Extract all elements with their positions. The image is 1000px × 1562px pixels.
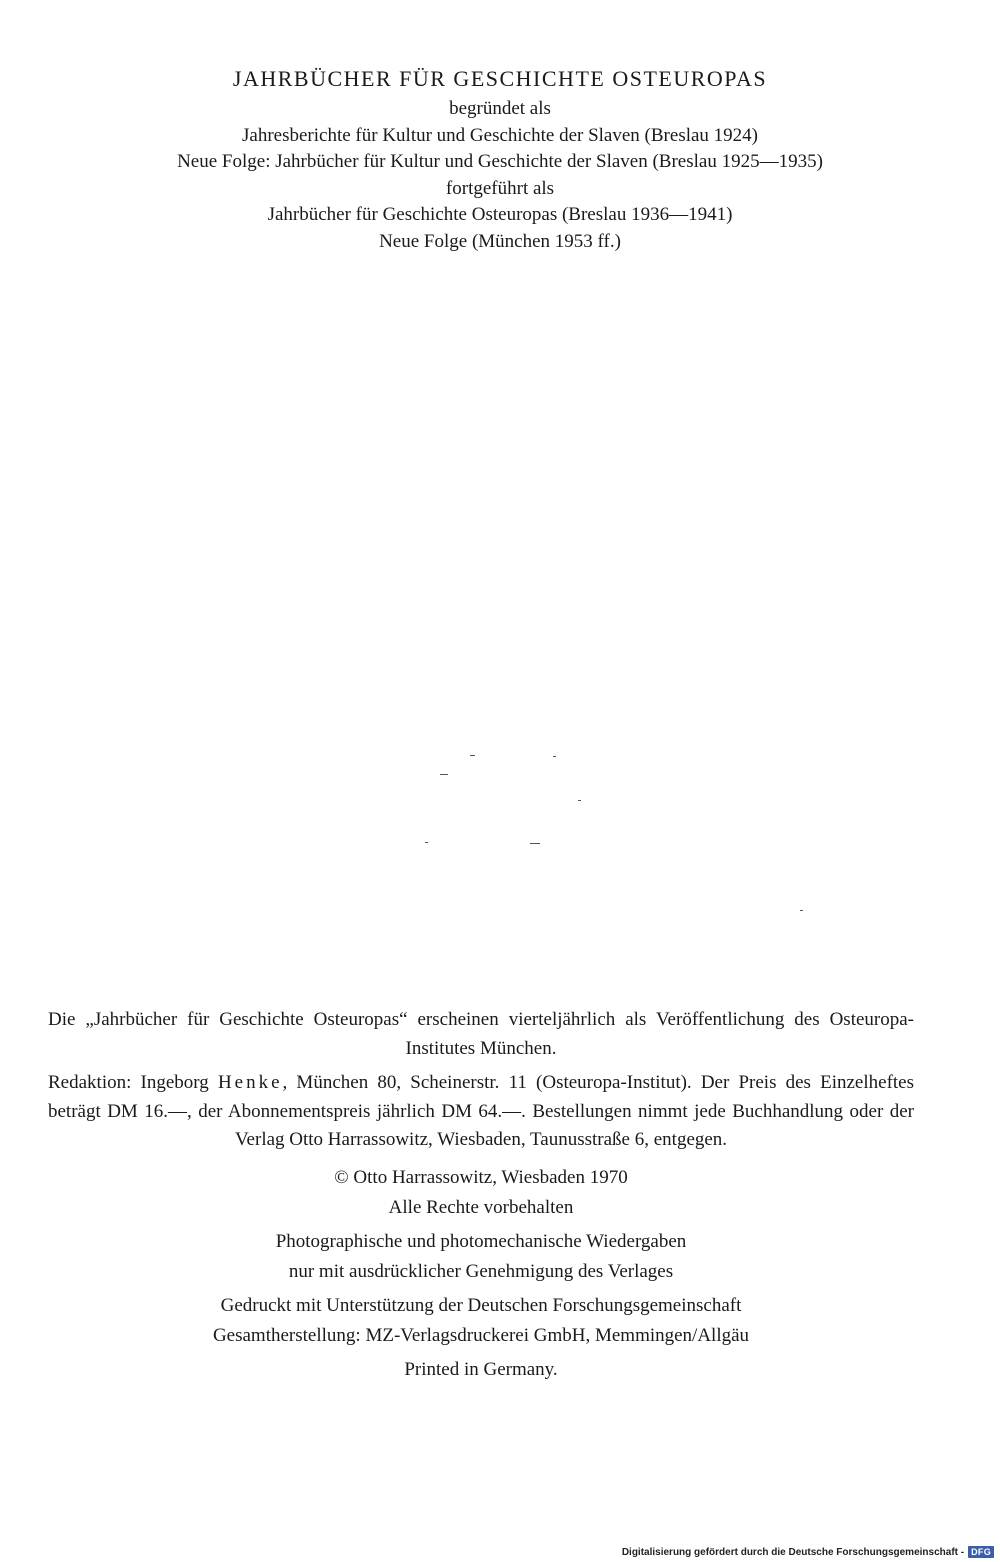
scan-speck: [470, 755, 475, 756]
digitization-note: Digitalisierung gefördert durch die Deutsche Forschungsgemeinschaft -: [621, 1546, 965, 1558]
scan-speck: [578, 800, 581, 801]
scan-speck: [800, 910, 803, 911]
history-line-founded: begründet als: [449, 98, 551, 119]
dfg-logo-icon: DFG: [968, 1546, 994, 1558]
publication-note: Die „Jahrbücher für Geschichte Osteuropas“ erscheinen vierteljährlich als Veröffentlichung des Osteuropa-Institutes München.: [48, 1009, 914, 1059]
scan-speck: [440, 774, 448, 775]
scan-speck: [530, 843, 540, 844]
production-line: Gesamtherstellung: MZ-Verlagsdruckerei GmbH, Memmingen/Allgäu: [212, 1324, 750, 1346]
imprint-block: [48, 1006, 914, 1385]
editorial-rest: , München 80, Scheinerstr. 11 (Osteuropa-Institut). Der Preis des Einzelheftes beträgt DM 16.—, der Abonnementspreis jährlich DM 64.—. Bestellungen nimmt jede Buchhandlung oder der Verlag Otto Harrassowitz, Wiesbaden, Taunusstraße 6, entgegen.: [48, 1072, 915, 1150]
series-title: JAHRBÜCHER FÜR GESCHICHTE OSTEUROPAS: [232, 66, 768, 91]
reproduction-line-1: Photographische und photomechanische Wiedergaben: [275, 1230, 687, 1252]
history-line-continued: fortgeführt als: [445, 177, 555, 199]
rights-block: [48, 1163, 914, 1385]
editor-surname: Henke: [217, 1072, 283, 1093]
title-block: [0, 64, 1000, 255]
reproduction-line-2: nur mit ausdrücklicher Genehmigung des Verlages: [288, 1260, 674, 1282]
scan-speck: [553, 756, 556, 757]
history-line-breslau: Jahrbücher für Geschichte Osteuropas (Breslau 1936—1941): [267, 204, 733, 225]
rights-line: Alle Rechte vorbehalten: [388, 1196, 574, 1218]
history-line-new-series: Neue Folge: Jahrbücher für Kultur und Geschichte der Slaven (Breslau 1925—1935): [177, 151, 823, 172]
history-line-munich: Neue Folge (München 1953 ff.): [379, 230, 621, 252]
history-line-annual-reports: Jahresberichte für Kultur und Geschichte der Slaven (Breslau 1924): [242, 124, 758, 146]
digitization-footer: [622, 1546, 994, 1558]
funding-line: Gedruckt mit Unterstützung der Deutschen Forschungsgemeinschaft: [220, 1294, 742, 1316]
editorial-prefix: Redaktion: Ingeborg: [48, 1072, 218, 1093]
scan-speck: [425, 842, 428, 843]
copyright-line: © Otto Harrassowitz, Wiesbaden 1970: [334, 1166, 628, 1188]
editorial-note: [48, 1069, 914, 1155]
printed-in-line: Printed in Germany.: [404, 1358, 558, 1380]
